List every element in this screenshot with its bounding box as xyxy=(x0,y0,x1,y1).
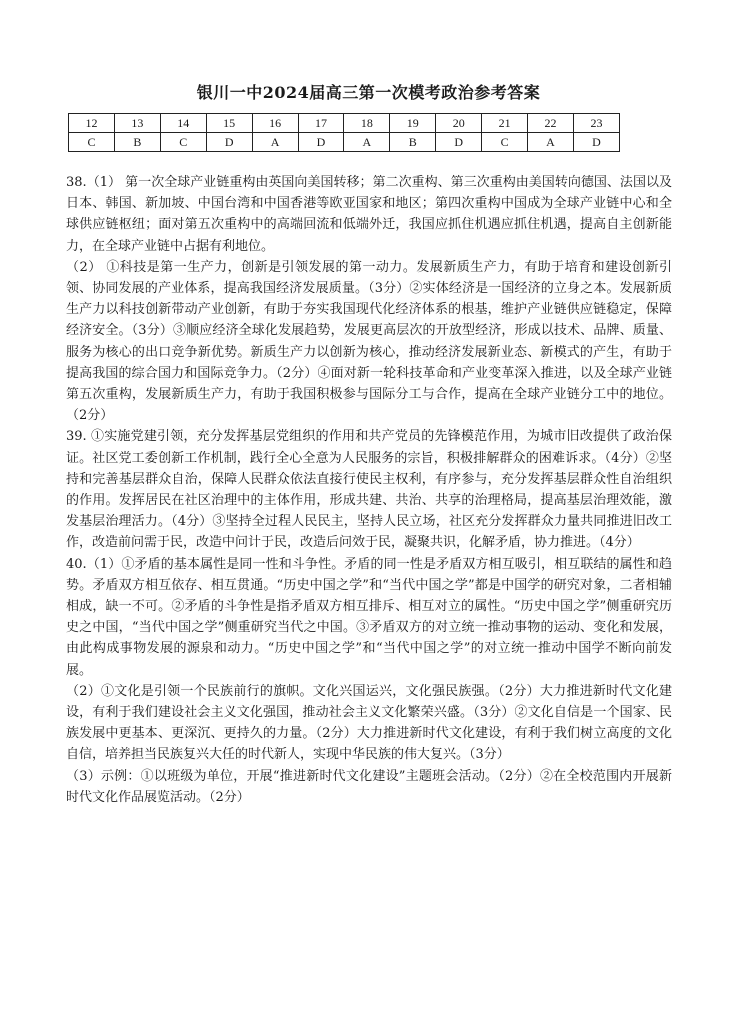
answer-row xyxy=(69,133,620,152)
question-number-cell: 17 xyxy=(298,114,344,133)
answer-cell: A xyxy=(252,133,298,152)
question-number-cell: 13 xyxy=(114,114,160,133)
question-number-row xyxy=(69,114,620,133)
answer-cell: D xyxy=(298,133,344,152)
question-number-cell: 22 xyxy=(528,114,574,133)
question-number-cell: 19 xyxy=(390,114,436,133)
question-number-cell: 12 xyxy=(69,114,115,133)
question-number-cell: 14 xyxy=(160,114,206,133)
question-number-cell: 18 xyxy=(344,114,390,133)
answer-cell: C xyxy=(69,133,115,152)
answer-cell: D xyxy=(206,133,252,152)
answer-cell: D xyxy=(436,133,482,152)
answer-cell: C xyxy=(482,133,528,152)
question-number-cell: 21 xyxy=(482,114,528,133)
question-number-cell: 15 xyxy=(206,114,252,133)
page-title: 银川一中2024届高三第一次模考政治参考答案 xyxy=(196,83,541,102)
answer-paragraph-39: 39. ①实施党建引领，充分发挥基层党组织的作用和共产党员的先锋模范作用，为城市旧改提供了政治保证。社区党工委创新工作机制，践行全心全意为人民服务的宗旨，积极排解群众的困难诉求。（4分）②坚持和完善基层群众自治，保障人民群众依法直接行使民主权利，有序参与，充分发挥基层群众性自治组织的作用。发挥居民在社区治理中的主体作用，形成共建、共治、共享的治理格局，提高基层治理效能，激发基层治理活力。（4分）③坚持全过程人民民主，坚持人民立场，社区充分发挥群众力量共同推进旧改工作，改造前问需于民，改造中问计于民，改造后问效于民，凝聚共识，化解矛盾，协力推进。（4分） xyxy=(66,429,672,551)
answer-cell: B xyxy=(114,133,160,152)
answer-paragraph-40-2: （2）①文化是引领一个民族前行的旗帜。文化兴国运兴，文化强民族强。（2分）大力推进新时代文化建设，有利于我们建设社会主义文化强国，推动社会主义文化繁荣兴盛。（3分）②文化自信是一个国家、民族发展中更基本、更深沉、更持久的力量。（2分）大力推进新时代文化建设，有利于我们树立高度的文化自信，培养担当民族复兴大任的时代新人，实现中华民族的伟大复兴。（3分） xyxy=(66,683,672,763)
question-number-cell: 16 xyxy=(252,114,298,133)
answer-paragraph-38-1: 38.（1） 第一次全球产业链重构由英国向美国转移；第二次重构、第三次重构由美国转向德国、法国以及日本、韩国、新加坡、中国台湾和中国香港等欧亚国家和地区；第四次重构中国成为全球产业链中心和全球供应链枢纽；面对第五次重构中的高端回流和低端外迁，我国应抓住机遇应抓住机遇，提高自主创新能力，在全球产业链中占据有利地位。 xyxy=(66,175,672,254)
answer-paragraph-40-1: 40.（1）①矛盾的基本属性是同一性和斗争性。矛盾的同一性是矛盾双方相互吸引，相互联结的属性和趋势。矛盾双方相互依存、相互贯通。“历史中国之学”和“当代中国之学”都是中国学的研究对象，二者相辅相成，缺一不可。②矛盾的斗争性是指矛盾双方相互排斥、相互对立的属性。“历史中国之学”侧重研究历史之中国，“当代中国之学”侧重研究当代之中国。③矛盾双方的对立统一推动事物的运动、变化和发展，由此构成事物发展的源泉和动力。“历史中国之学”和“当代中国之学”的对立统一推动中国学不断向前发展。 xyxy=(66,556,672,678)
answer-cell: A xyxy=(528,133,574,152)
answer-cell: D xyxy=(573,133,619,152)
question-number-cell: 23 xyxy=(573,114,619,133)
answer-cell: A xyxy=(344,133,390,152)
answer-paragraph-40-3: （3）示例：①以班级为单位，开展“推进新时代文化建设”主题班会活动。（2分）②在全校范围内开展新时代文化作品展览活动。（2分） xyxy=(66,768,672,805)
answer-body xyxy=(66,172,672,808)
answer-cell: C xyxy=(160,133,206,152)
answer-key-table xyxy=(68,113,620,152)
answer-cell: B xyxy=(390,133,436,152)
question-number-cell: 20 xyxy=(436,114,482,133)
answer-paragraph-38-2: （2） ①科技是第一生产力，创新是引领发展的第一动力。发展新质生产力，有助于培育和建设创新引领、协同发展的产业体系，提高我国经济发展质量。（3分）②实体经济是一国经济的立身之本。发展新质生产力以科技创新带动产业创新，有助于夯实我国现代化经济体系的根基，维护产业链供应链稳定，保障经济安全。（3分）③顺应经济全球化发展趋势，发展更高层次的开放型经济，形成以技术、品牌、质量、服务为核心的出口竞争新优势。新质生产力以创新为核心，推动经济发展新业态、新模式的产生，有助于提高我国的综合国力和国际竞争力。（2分）④面对新一轮科技革命和产业变革深入推进，以及全球产业链第五次重构，发展新质生产力，有助于我国积极参与国际分工与合作，提高在全球产业链分工中的地位。（2分） xyxy=(66,259,672,424)
